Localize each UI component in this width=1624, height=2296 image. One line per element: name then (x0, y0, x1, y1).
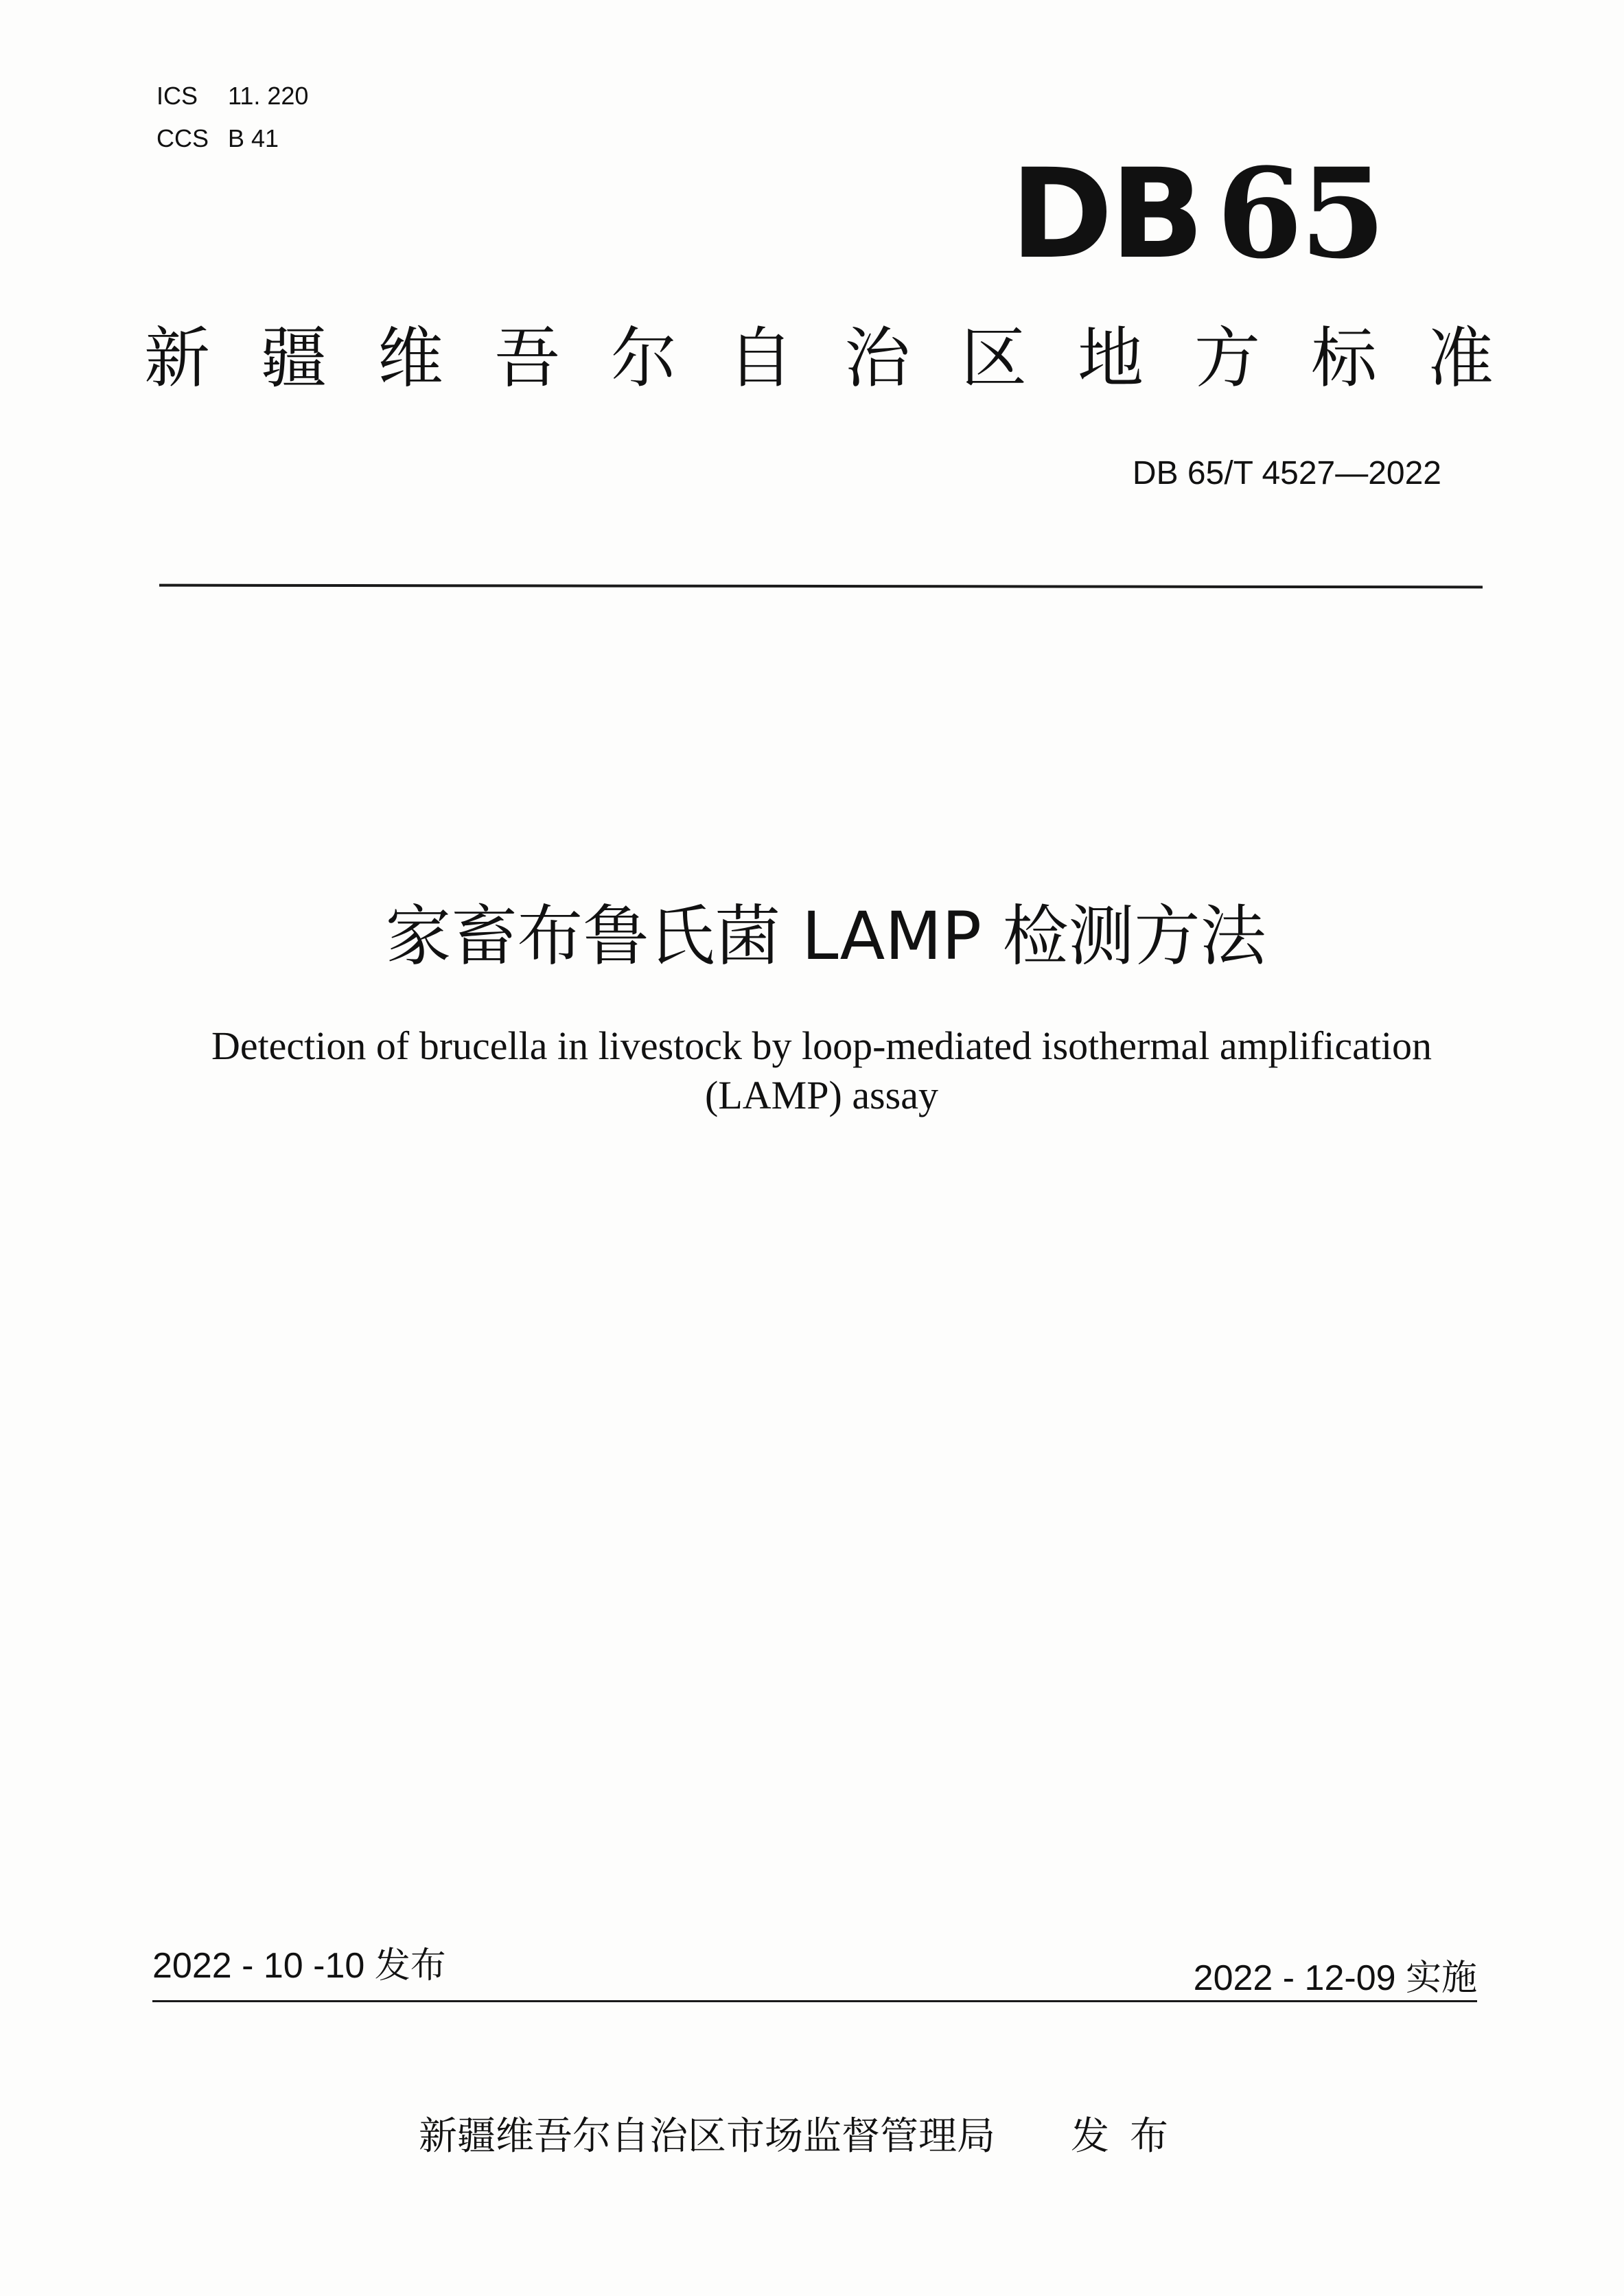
bottom-divider (152, 2000, 1477, 2002)
ics-code (156, 81, 308, 111)
issue-date: 2022 - 10 -10 发布 (152, 1946, 446, 1986)
document-title-chinese: 家畜布鲁氏菌 LAMP 检测方法 (385, 898, 1266, 975)
ics-value: 11. 220 (228, 82, 309, 110)
issuing-authority: 新疆维吾尔自治区市场监督管理局 (419, 2114, 995, 2159)
standard-type-heading: 新疆维吾尔自治区地方标准 (144, 320, 1544, 397)
db-logo-code: 65 (1216, 141, 1384, 286)
issuing-action: 发布 (1071, 2114, 1189, 2159)
top-divider (159, 584, 1483, 589)
implementation-date: 2022 - 12-09 实施 (1193, 1958, 1477, 1998)
db-logo-prefix: DB (1010, 143, 1202, 286)
standard-number: DB 65/T 4527—2022 (1132, 455, 1441, 491)
ccs-value: B 41 (228, 124, 279, 152)
document-title-english: Detection of brucella in livestock by loop-mediated isothermal amplification (LAMP) assay (211, 1023, 1432, 1117)
ccs-label: CCS (156, 124, 209, 152)
ccs-code (156, 124, 279, 154)
ics-label: ICS (156, 82, 198, 110)
db-standard-logo (1010, 141, 1384, 286)
